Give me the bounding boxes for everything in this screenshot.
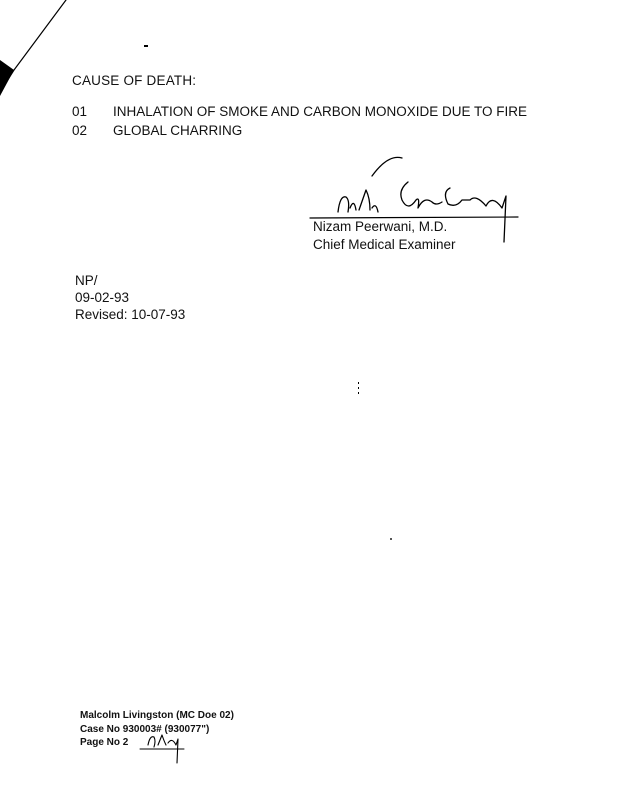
cause-line-2: [72, 123, 242, 138]
cause-line-1: [72, 104, 527, 119]
signatory-title: Chief Medical Examiner: [313, 237, 456, 252]
document-date: 09-02-93: [75, 290, 130, 305]
cause-number: 01: [72, 104, 88, 119]
cause-text: INHALATION OF SMOKE AND CARBON MONOXIDE DUE TO FIRE: [113, 104, 528, 119]
signatory-name: Nizam Peerwani, M.D.: [313, 219, 448, 234]
speck: [144, 45, 148, 47]
footer-subject: Malcolm Livingston (MC Doe 02): [80, 710, 234, 721]
footer-case-number: Case No 930003# (930077"): [80, 723, 210, 735]
document-meta: [75, 272, 185, 323]
speck: [390, 538, 392, 540]
cause-text: GLOBAL CHARRING: [113, 123, 243, 138]
footer-page-number: Page No 2: [80, 737, 129, 748]
cause-number: 02: [72, 123, 88, 138]
handwritten-signature: [310, 150, 550, 250]
corner-fold-mark: [0, 0, 80, 100]
cause-of-death-heading: CAUSE OF DEATH:: [72, 73, 197, 88]
revised-date: Revised: 10-07-93: [75, 307, 186, 322]
initials: NP/: [75, 273, 98, 288]
footer-initials-signature: [140, 733, 200, 769]
speck: [358, 382, 359, 394]
